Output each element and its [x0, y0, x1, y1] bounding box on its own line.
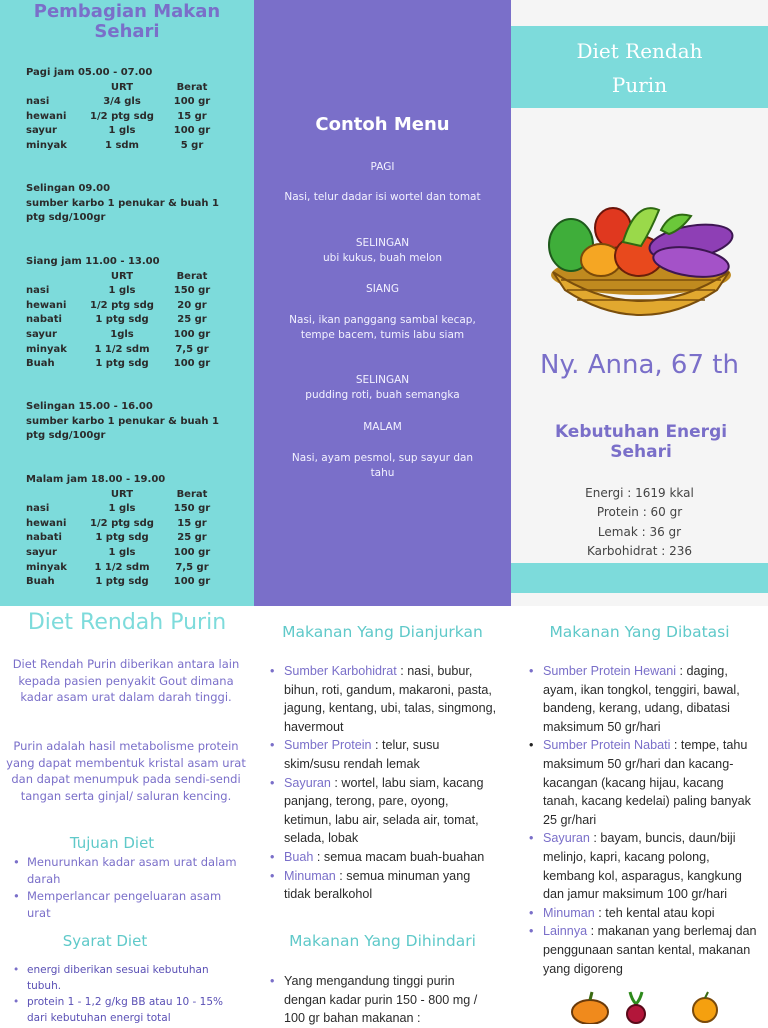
table-row [26, 561, 226, 576]
cover-panel [511, 0, 768, 606]
meal-section-header: Siang jam 11.00 - 13.00 [26, 256, 160, 267]
table-cell: 25 gr [177, 314, 207, 326]
table-cell: 3/4 gls [103, 96, 141, 108]
list-item [529, 736, 761, 829]
table-header-row [26, 488, 226, 503]
menu-item-text: pudding roti, buah semangka [305, 389, 460, 401]
table-header-row [26, 270, 226, 285]
menu-item-text: Nasi, ayam pesmol, sup sayur dan tahu [291, 452, 474, 479]
meal-section-selingan1 [26, 182, 226, 226]
menu-item-label: PAGI [370, 161, 395, 173]
table-cell: 1/2 ptg sdg [90, 517, 154, 529]
table-cell: 100 gr [173, 546, 211, 558]
table-row [26, 517, 226, 532]
table-cell: Buah [26, 576, 55, 588]
table-cell: sayur [26, 546, 57, 558]
meal-division-panel [0, 0, 254, 606]
menu-title: Contoh Menu [315, 114, 450, 135]
table-cell: 150 gr [173, 503, 211, 515]
menu-item-text: Nasi, telur dadar isi wortel dan tomat [284, 191, 481, 203]
avoided-title: Makanan Yang Dihindari [289, 932, 476, 950]
cover-title-line1: Diet Rendah [576, 39, 703, 63]
energy-stats [511, 484, 768, 561]
table-cell: 1 ptg sdg [95, 576, 149, 588]
meal-section-header: Pagi jam 05.00 - 07.00 [26, 67, 153, 78]
list-item [529, 922, 761, 978]
table-cell: sayur [26, 125, 57, 137]
menu-item-text: Nasi, ikan panggang sambal kecap, tempe bacem, tumis labu siam [289, 314, 476, 341]
stat-fat: Lemak : 36 gr [597, 524, 682, 539]
table-cell: 1gls [110, 328, 134, 340]
food-category: Sayuran [284, 775, 331, 790]
menu-item-label: SELINGAN [355, 237, 410, 249]
menu-item-text: ubi kukus, buah melon [323, 252, 442, 264]
limited-foods-panel [511, 606, 768, 1024]
list-item [529, 904, 761, 923]
column-header [26, 81, 82, 96]
meal-section-malam [26, 473, 226, 590]
table-cell: 5 gr [180, 139, 204, 151]
table-row [26, 313, 226, 328]
table-row [26, 95, 226, 110]
food-category: Lainnya [543, 924, 588, 939]
table-cell: 20 gr [177, 299, 207, 311]
table-cell: 7,5 gr [175, 561, 209, 573]
list-item [270, 736, 498, 773]
cover-bottom-band [511, 563, 768, 593]
column-header [26, 270, 82, 285]
menu-item [280, 451, 485, 481]
table-row [26, 299, 226, 314]
menu-item-label: SIANG [366, 283, 399, 295]
goal-list [13, 854, 243, 922]
column-header: Berat [176, 81, 208, 93]
menu-item [280, 313, 485, 343]
food-description: : wortel, labu siam, kacang panjang, terong, pare, oyong, ketimun, labu air, selada air, tomat, selada, lobak [284, 775, 484, 846]
table-cell: sayur [26, 328, 57, 340]
table-cell: 1/2 ptg sdg [90, 110, 154, 122]
table-cell: nasi [26, 503, 50, 515]
food-description: Yang mengandung tinggi purin dengan kadar purin 150 - 800 mg / 100 gr bahan makanan : [284, 974, 478, 1026]
meal-section-siang [26, 255, 226, 372]
requirement-title: Syarat Diet [62, 932, 148, 950]
table-cell: 25 gr [177, 532, 207, 544]
menu-item [280, 373, 485, 403]
food-category: Sumber Protein Hewani [543, 664, 676, 678]
table-row [26, 124, 226, 139]
table-cell: minyak [26, 139, 67, 151]
meal-section-selingan2 [26, 400, 226, 444]
table-cell: Buah [26, 358, 55, 370]
food-description: : nasi, bubur, bihun, roti, gandum, makaroni, pasta, jagung, kentang, ubi, talas, singmong, havermout [284, 664, 497, 734]
cover-title [511, 34, 768, 102]
beet-icon [622, 990, 650, 1024]
table-row [26, 139, 226, 154]
menu-item [280, 160, 485, 175]
vegetable-basket-icon [541, 190, 741, 320]
meal-division-title: Pembagian Makan Sehari [33, 1, 221, 42]
table-cell: 15 gr [177, 517, 207, 529]
meal-section-header: Selingan 09.00 [26, 183, 111, 194]
orange-icon [690, 990, 720, 1024]
table-cell: 1/2 ptg sdg [90, 299, 154, 311]
recommended-title: Makanan Yang Dianjurkan [282, 623, 483, 641]
table-cell: nabati [26, 314, 62, 326]
table-cell: hewani [26, 299, 67, 311]
table-cell: 1 ptg sdg [95, 314, 149, 326]
table-cell: minyak [26, 343, 67, 355]
meal-section-header: Selingan 15.00 - 16.00 [26, 401, 153, 412]
column-header: Berat [176, 270, 208, 282]
list-item [270, 972, 498, 1028]
stat-protein: Protein : 60 gr [596, 505, 683, 520]
list-item [529, 829, 761, 903]
energy-need-title: Kebutuhan Energi Sehari [554, 422, 728, 462]
food-description: : tempe, tahu maksimum 50 gr/hari dan kacang-kacangan (kacang hijau, kacang tanah, kacang kedelai) paling banyak 25 gr/hari [543, 738, 751, 827]
food-category: Buah [284, 849, 314, 864]
food-description: : teh kental atau kopi [594, 905, 715, 920]
food-category: Minuman [284, 868, 336, 883]
cover-title-line2: Purin [611, 73, 668, 97]
column-header: Berat [176, 488, 208, 500]
goal-title: Tujuan Diet [69, 834, 155, 852]
food-category: Sumber Karbohidrat [284, 664, 397, 678]
food-category: Sayuran [543, 831, 590, 846]
limited-title: Makanan Yang Dibatasi [549, 623, 730, 641]
list-item: • Memperlancar pengeluaran asam urat [13, 888, 243, 922]
table-cell: 1 gls [108, 125, 136, 137]
food-description: : semua minuman yang tidak beralkohol [284, 868, 471, 902]
list-item [270, 867, 498, 904]
food-description: : telur, susu skim/susu rendah lemak [284, 738, 440, 771]
menu-item [280, 282, 485, 297]
table-row [26, 110, 226, 125]
table-row [26, 328, 226, 343]
list-item: • energi diberikan sesuai kebutuhan tubuh. [13, 962, 243, 994]
table-cell: 1 ptg sdg [95, 532, 149, 544]
menu-item-label: MALAM [363, 421, 402, 433]
table-cell: 100 gr [173, 576, 211, 588]
intro-paragraph-1: Diet Rendah Purin diberikan antara lain kepada pasien penyakit Gout dimana kadar asam urat dalam darah tinggi. [12, 657, 240, 704]
table-cell: 150 gr [173, 285, 211, 297]
intro-title: Diet Rendah Purin [27, 610, 227, 635]
table-cell: 100 gr [173, 96, 211, 108]
menu-item [280, 190, 485, 205]
stat-carb: Karbohidrat : 236 [586, 543, 693, 558]
table-row [26, 343, 226, 358]
table-row [26, 575, 226, 590]
meal-section-note: sumber karbo 1 penukar & buah 1 ptg sdg/100gr [26, 415, 219, 442]
meal-section-pagi [26, 66, 226, 154]
stat-energy: Energi : 1619 kkal [585, 486, 694, 500]
table-cell: 1 gls [108, 503, 136, 515]
menu-item [280, 236, 485, 266]
table-header-row [26, 81, 226, 96]
list-item: • protein 1 - 1,2 g/kg BB atau 10 - 15% dari kebutuhan energi total [13, 994, 243, 1026]
table-row [26, 546, 226, 561]
recommended-foods-panel [254, 606, 511, 1024]
pumpkin-icon [570, 990, 610, 1024]
column-header: URT [110, 488, 134, 500]
table-cell: 100 gr [173, 358, 211, 370]
table-cell: 1 sdm [105, 139, 139, 151]
table-cell: 1 1/2 sdm [94, 343, 150, 355]
table-cell: nabati [26, 532, 62, 544]
menu-example-panel [254, 0, 511, 606]
avoided-list [270, 972, 498, 1028]
table-cell: 1 ptg sdg [95, 358, 149, 370]
table-row [26, 502, 226, 517]
table-cell: nasi [26, 96, 50, 108]
food-category: Sumber Protein Nabati [543, 738, 671, 753]
intro-paragraph-2: Purin adalah hasil metabolisme protein yang dapat membentuk kristal asam urat dan dapat menumpuk pada sendi-sendi tangan serta ginjal/ saluran kencing. [6, 739, 246, 803]
column-header [26, 488, 82, 503]
table-row [26, 357, 226, 372]
food-description: : makanan yang berlemaj dan penggunaan santan kental, makanan yang digoreng [543, 924, 757, 976]
requirement-list [13, 962, 243, 1026]
food-description: : daging, ayam, ikan tongkol, tenggiri, bawal, bandeng, kerang, udang, dibatasi maksimum 50 gr/hari [543, 664, 740, 734]
table-cell: 15 gr [177, 110, 207, 122]
food-category: Sumber Protein [284, 738, 372, 753]
menu-item-label: SELINGAN [355, 374, 410, 386]
column-header: URT [110, 81, 134, 93]
list-item: • Menurunkan kadar asam urat dalam darah [13, 854, 243, 888]
list-item [270, 774, 498, 848]
column-header: URT [110, 270, 134, 282]
table-cell: hewani [26, 517, 67, 529]
patient-name: Ny. Anna, 67 th [540, 350, 739, 380]
table-cell: nasi [26, 285, 50, 297]
table-cell: 1 gls [108, 546, 136, 558]
table-cell: 1 1/2 sdm [94, 561, 150, 573]
table-cell: 100 gr [173, 125, 211, 137]
menu-item [280, 420, 485, 435]
food-description: : semua macam buah-buahan [313, 849, 485, 864]
limited-list [529, 662, 761, 978]
table-cell: minyak [26, 561, 67, 573]
table-row [26, 531, 226, 546]
meal-section-header: Malam jam 18.00 - 19.00 [26, 474, 166, 485]
table-cell: 7,5 gr [175, 343, 209, 355]
meal-section-note: sumber karbo 1 penukar & buah 1 ptg sdg/100gr [26, 197, 219, 224]
list-item [270, 848, 498, 867]
table-cell: 100 gr [173, 328, 211, 340]
table-cell: hewani [26, 110, 67, 122]
list-item [270, 662, 498, 736]
table-cell: 1 gls [108, 285, 136, 297]
list-item [529, 662, 761, 736]
food-description: : bayam, buncis, daun/biji melinjo, kapri, kacang polong, kembang kol, asparagus, kangkung dan jamur maksimum 100 gr/hari [543, 831, 742, 902]
table-row [26, 284, 226, 299]
food-category: Minuman [543, 905, 595, 920]
intro-panel [0, 606, 254, 1024]
recommended-list [270, 662, 498, 904]
